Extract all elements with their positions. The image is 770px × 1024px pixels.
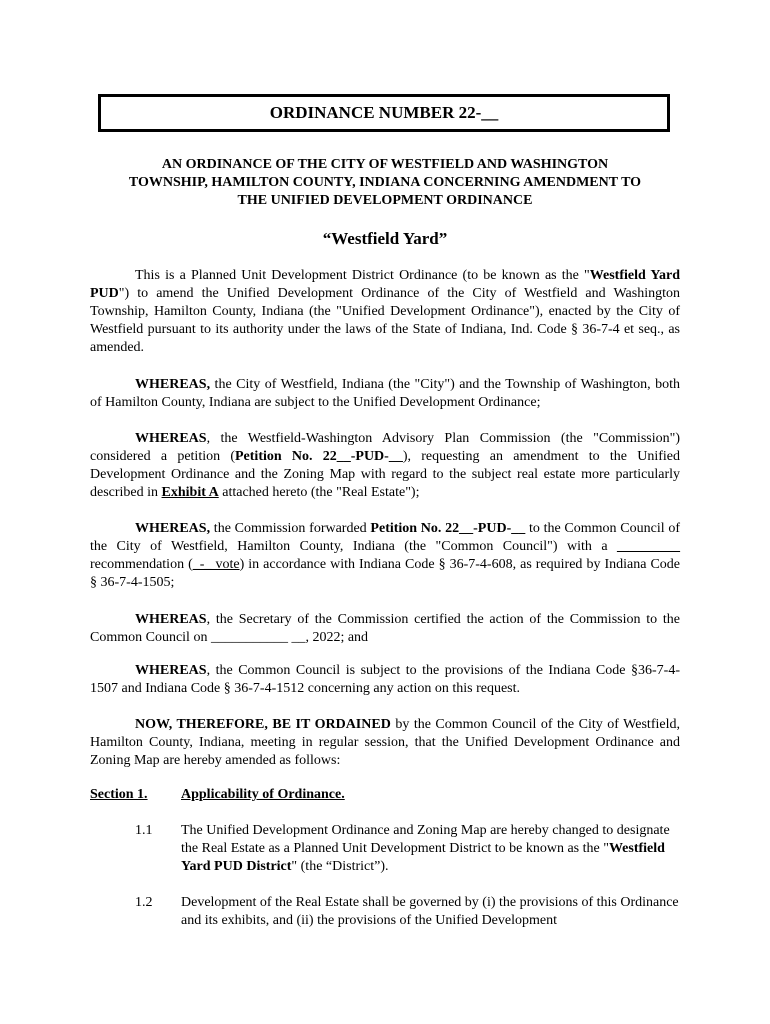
heading-line-1: AN ORDINANCE OF THE CITY OF WESTFIELD AND WASHINGTON [161,157,609,172]
exhibit-a-reference: Exhibit A [161,485,219,500]
subsection-number: 1.2 [135,895,153,910]
section-title: Applicability of Ordinance. [181,787,345,802]
whereas-text: the City of Westfield, Indiana (the "City") and the Township of Washington, both of Hamilton County, Indiana are subject to the Unified Development Ordinance; [90,377,680,410]
ordinance-heading [90,156,680,210]
vote-blank: _-_ vote [192,557,240,572]
ordinance-number-text: ORDINANCE NUMBER 22-__ [269,103,499,122]
intro-paragraph [90,267,680,357]
whereas-text: attached hereto (the "Real Estate"); [218,485,420,500]
whereas-label: WHEREAS [135,612,207,627]
heading-line-2: TOWNSHIP, HAMILTON COUNTY, INDIANA CONCERNING AMENDMENT TO [128,175,642,190]
whereas-text: the Commission forwarded [210,521,371,536]
subsection-text-2: " (the “District”). [291,859,389,874]
whereas-label: WHEREAS, [135,377,211,392]
recommendation-blank: _________ [617,539,680,554]
heading-line-3: THE UNIFIED DEVELOPMENT ORDINANCE [237,193,533,208]
subsection-text [181,822,680,876]
whereas-paragraph-1 [90,376,680,412]
whereas-text: ), requesting an amendment to the Unified Development Ordinance and the Zoning Map with regard to the subject real estate more particularly described in [90,449,681,500]
petition-number: Petition No. 22__-PUD-__ [235,449,403,464]
whereas-paragraph-3 [90,520,680,592]
subsection-1-2 [90,894,680,930]
petition-number: Petition No. 22__-PUD-__ [370,521,526,536]
whereas-text: , the Common Council is subject to the provisions of the Indiana Code §36-7-4-1507 and Indiana Code § 36-7-4-1512 concerning any action on this request. [90,663,680,696]
whereas-text: ) in accordance with Indiana Code § 36-7-4-608, as required by Indiana Code § 36-7-4-1505; [90,557,681,590]
whereas-paragraph-2 [90,430,680,502]
whereas-paragraph-4 [90,611,680,647]
whereas-paragraph-5 [90,662,680,698]
whereas-label: WHEREAS [135,663,207,678]
now-therefore-paragraph [90,716,680,770]
subsection-number: 1.1 [135,823,153,838]
whereas-text: to the Common Council of the City of Westfield, Hamilton County, Indiana (the "Common Council") with a [90,521,680,554]
ordinance-subtitle: “Westfield Yard” [322,229,448,248]
whereas-text: recommendation ( [90,557,193,572]
intro-text-2: ") to amend the Unified Development Ordinance of the City of Westfield and Washington Township, Hamilton County, Indiana (the "Unified Development Ordinance"), enacted by the City of Westfield pursuant to its authority under the laws of the State of Indiana, Ind. Code § 36-7-4 et seq., as amended. [90,286,680,355]
subsection-1-1 [90,822,680,876]
district-name: Westfield Yard PUD District [181,841,665,874]
section-number: Section 1. [90,787,148,802]
intro-pud-name: Westfield Yard PUD [90,268,680,301]
whereas-text: , the Westfield-Washington Advisory Plan Commission (the "Commission") considered a petition ( [90,431,680,464]
subsection-text-1: The Unified Development Ordinance and Zoning Map are hereby changed to designate the Real Estate as a Planned Unit Development District to be known as the " [181,823,670,856]
subsection-text: Development of the Real Estate shall be governed by (i) the provisions of this Ordinance and its exhibits, and (ii) the provisions of the Unified Development [181,895,679,928]
whereas-text: , the Secretary of the Commission certified the action of the Commission to the Common Council on ___________ __, 2022; and [90,612,680,645]
whereas-label: WHEREAS [135,431,207,446]
ordained-text: by the Common Council of the City of Westfield, Hamilton County, Indiana, meeting in regular session, that the Unified Development Ordinance and Zoning Map are hereby amended as follows: [90,717,680,768]
ordinance-number-title [98,94,670,132]
whereas-label: WHEREAS, [135,521,211,536]
intro-text-1: This is a Planned Unit Development District Ordinance (to be known as the " [135,268,590,283]
ordained-label: NOW, THEREFORE, BE IT ORDAINED [135,717,391,732]
